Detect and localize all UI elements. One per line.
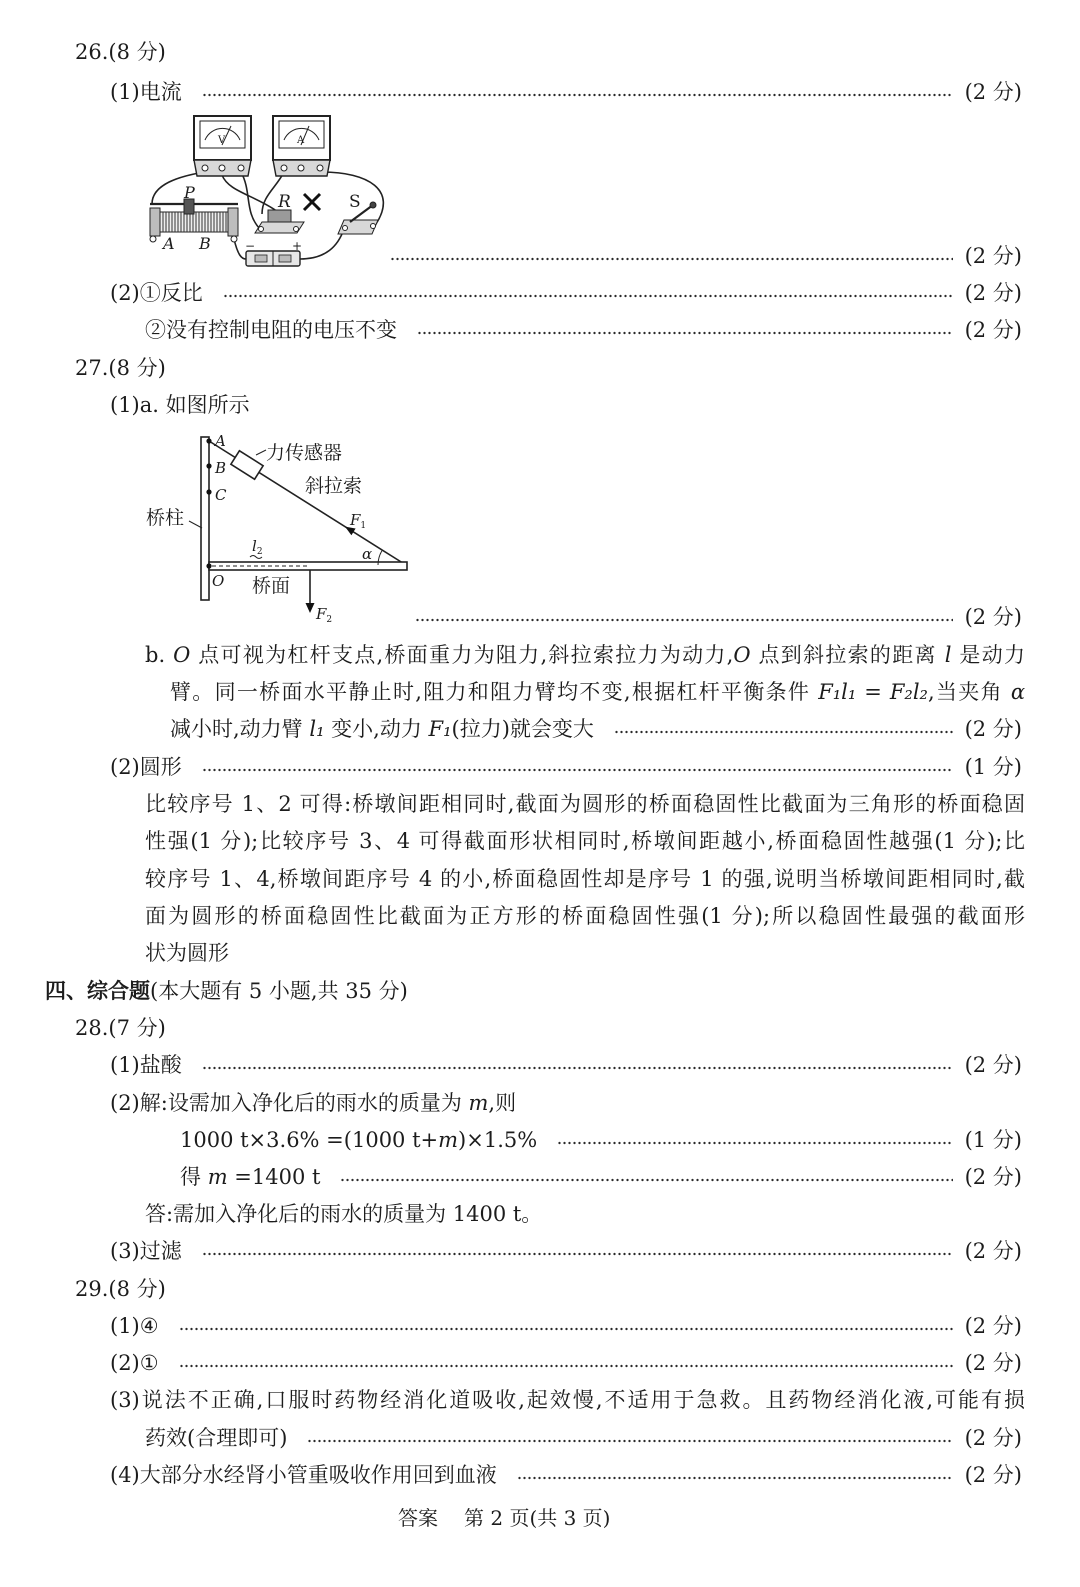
arm-l2-subscript: 2: [256, 547, 263, 557]
text-run: =1400 t: [227, 1165, 321, 1189]
page-footer: [398, 1503, 610, 1533]
pillar-label: 桥柱: [146, 507, 185, 529]
text-run: 减小时,动力臂: [170, 717, 310, 741]
q29-part1-row: [110, 1311, 1022, 1341]
q26-part1-row: [110, 77, 1022, 107]
q29-part4-row: [110, 1460, 1022, 1490]
text-run: )×1.5%: [458, 1128, 538, 1152]
q27-heading: 27.(8 分): [75, 356, 166, 380]
q27-explanation-line: 较序号 1、4,桥墩间距序号 4 的小,桥面稳固性却是序号 1 的强,说明当桥墩间距相同时,截: [145, 867, 1025, 891]
ammeter-label: A: [297, 135, 305, 146]
text-run: (拉力)就会变大: [451, 717, 594, 741]
deck-label: 桥面: [252, 575, 291, 597]
q26-part2-row: [110, 278, 1022, 308]
q28-part3-row: [110, 1236, 1022, 1266]
force-f2-arrowhead: [306, 603, 315, 613]
q26-part1-score: (2 分): [964, 80, 1022, 104]
q27-explanation-line: 面为圆形的桥面稳固性比截面为正方形的桥面稳固性强(1 分);所以稳固性最强的截面形: [145, 904, 1025, 928]
battery-minus-label: −: [245, 239, 256, 253]
q29-part2-score: (2 分): [964, 1351, 1022, 1375]
dot-leader: [307, 1423, 952, 1453]
lever-balance-formula: F₁l₁ = F₂l₂: [818, 680, 928, 704]
force-f2-label: [315, 605, 332, 625]
text-run: 变小,动力: [324, 717, 429, 741]
q28-part2-intro: [110, 1088, 516, 1118]
voltmeter-label: V: [218, 135, 226, 146]
var-m: m: [207, 1165, 228, 1189]
dot-leader: [179, 1348, 953, 1378]
text-run: ,当夹角: [927, 680, 1011, 704]
dot-leader: [557, 1125, 952, 1155]
wrong-wire-cross-mark: [304, 194, 320, 210]
q29-part2-answer: (2)①: [110, 1351, 159, 1375]
dot-leader: [340, 1162, 952, 1192]
q27-part2-score: (1 分): [964, 755, 1022, 779]
battery-plus-label: +: [292, 239, 303, 253]
q29-heading: 29.(8 分): [75, 1277, 166, 1301]
q26-heading: 26.(8 分): [75, 40, 166, 64]
var-l1: l₁: [309, 717, 325, 741]
text-run: 得: [180, 1165, 208, 1189]
dot-leader: [202, 1236, 953, 1266]
dot-leader: [390, 241, 953, 271]
text-run: 点到斜拉索的距离: [750, 643, 945, 667]
q27-part1a-answer: (1)a. 如图所示: [110, 393, 250, 417]
q29-part3-score: (2 分): [964, 1426, 1022, 1450]
q29-part1-score: (2 分): [964, 1314, 1022, 1338]
point-a: [206, 438, 211, 443]
q29-part2-row: [110, 1348, 1022, 1378]
q28-part1-score: (2 分): [964, 1053, 1022, 1077]
resistor-label: R: [278, 192, 291, 212]
angle-alpha-label: α: [362, 545, 373, 563]
force-f1-symbol: F: [350, 511, 361, 529]
q28-equation2-row: [180, 1162, 1022, 1192]
q28-equation1-row: [180, 1125, 1022, 1155]
dot-leader: [517, 1460, 953, 1490]
q28-part1-answer: (1)盐酸: [110, 1053, 182, 1077]
var-alpha: α: [1010, 680, 1025, 704]
dot-leader: [202, 752, 953, 782]
q27-figure-score: (2 分): [964, 605, 1022, 629]
q26-part2b-score: (2 分): [964, 318, 1022, 342]
var-l: l: [944, 643, 952, 667]
force-sensor: [231, 451, 263, 479]
q26-figure-score: (2 分): [964, 244, 1022, 268]
section-note: (本大题有 5 小题,共 35 分): [150, 979, 408, 1003]
force-f1-subscript: 1: [360, 521, 367, 531]
q26-part2b-answer: ②没有控制电阻的电压不变: [145, 318, 397, 342]
q26-part2-score: (2 分): [964, 281, 1022, 305]
rheostat-end-a-label: A: [163, 234, 175, 253]
q28-part1-row: [110, 1050, 1022, 1080]
q26-figure-score-row: [390, 241, 1022, 271]
text-run: b.: [145, 643, 174, 667]
q27-part2-row: [110, 752, 1022, 782]
var-o: O: [173, 643, 191, 667]
text-run: 臂。同一桥面水平静止时,阻力和阻力臂均不变,根据杠杆平衡条件: [170, 680, 819, 704]
voltmeter: [194, 116, 251, 176]
point-b: [206, 463, 211, 468]
arm-l2-label: [252, 537, 263, 557]
q27-part1b-line1: [145, 640, 1025, 670]
q28-heading: 28.(7 分): [75, 1016, 166, 1040]
rheostat-end-b-label: B: [199, 234, 211, 253]
q29-part4-score: (2 分): [964, 1463, 1022, 1487]
text-run: 是动力: [951, 643, 1025, 667]
q26-part1-answer: (1)电流: [110, 80, 182, 104]
var-f1: F₁: [428, 717, 452, 741]
q27-part1b-score: (2 分): [964, 717, 1022, 741]
q28-equation2-score: (2 分): [964, 1165, 1022, 1189]
q27-figure-score-row: [415, 602, 1022, 632]
sensor-leader-line: [256, 450, 266, 455]
cable-bridge-lever-diagram: [140, 425, 415, 625]
text-run: 点可视为杠杆支点,桥面重力为阻力,斜拉索拉力为动力,: [190, 643, 734, 667]
bridge-deck: [209, 562, 407, 570]
point-c: [206, 489, 211, 494]
slider-label: P: [184, 183, 195, 202]
footer-page-number: 第 2 页(共 3 页): [464, 1506, 611, 1530]
point-c-label: C: [215, 486, 227, 504]
pillar-leader-line: [189, 521, 202, 528]
q28-equation2: [180, 1162, 320, 1192]
q29-part3-line1: (3)说法不正确,口服时药物经消化道吸收,起效慢,不适用于急救。且药物经消化液,可能有损: [110, 1388, 1025, 1412]
dot-leader: [202, 1050, 953, 1080]
switch-label: S: [349, 192, 361, 212]
q28-part3-answer: (3)过滤: [110, 1239, 182, 1263]
q29-part1-answer: (1)④: [110, 1314, 159, 1338]
q29-part4-answer: (4)大部分水经肾小管重吸收作用回到血液: [110, 1463, 497, 1487]
q27-explanation-line: 性强(1 分);比较序号 3、4 可得截面形状相同时,桥墩间距越小,桥面稳固性越强(1 分);比: [145, 829, 1025, 853]
var-m: m: [438, 1128, 459, 1152]
point-b-label: B: [215, 459, 227, 477]
sensor-label: 力传感器: [266, 442, 343, 464]
text-run: (2)解:设需加入净化后的雨水的质量为: [110, 1091, 469, 1115]
q27-part1b-line3-row: [170, 714, 1022, 744]
q27-explanation-line: 比较序号 1、2 可得:桥墩间距相同时,截面为圆形的桥面稳固性比截面为三角形的桥面稳固: [145, 792, 1025, 816]
q26-part2-answer: (2)①反比: [110, 281, 203, 305]
point-a-label: A: [215, 432, 226, 450]
force-f1-label: [349, 511, 366, 531]
dot-leader: [415, 602, 953, 632]
q27-part1b-line2: [170, 677, 1025, 707]
force-f2-subscript: 2: [326, 615, 333, 625]
q29-part3-line2: 药效(合理即可): [145, 1426, 288, 1450]
q28-part2-answer: 答:需加入净化后的雨水的质量为 1400 t。: [145, 1202, 543, 1226]
q29-part3-line2-row: [145, 1423, 1022, 1453]
section-heading: [45, 976, 408, 1006]
footer-doc-label: 答案: [398, 1506, 438, 1530]
dot-leader: [614, 714, 953, 744]
text-run: ,则: [488, 1091, 517, 1115]
bridge-pillar: [201, 437, 209, 600]
text-run: 1000 t×3.6% =(1000 t+: [180, 1128, 439, 1152]
cable-label: 斜拉索: [305, 475, 363, 497]
q28-equation1-score: (1 分): [964, 1128, 1022, 1152]
pivot-o-label: O: [212, 572, 225, 590]
q27-part2-answer: (2)圆形: [110, 755, 182, 779]
var-m: m: [468, 1091, 489, 1115]
circuit-diagram: [140, 105, 400, 275]
dot-leader: [223, 278, 953, 308]
battery: [246, 251, 300, 266]
dot-leader: [202, 77, 953, 107]
var-o: O: [733, 643, 751, 667]
arm-l2-symbol: l: [252, 537, 257, 555]
pivot-point-o: [206, 563, 211, 568]
q28-part3-score: (2 分): [964, 1239, 1022, 1263]
q27-explanation-line: 状为圆形: [145, 941, 229, 965]
force-f2-symbol: F: [316, 605, 327, 623]
q27-part1b-line3: [170, 714, 594, 744]
q26-part2b-row: [145, 315, 1022, 345]
ammeter: [273, 116, 330, 176]
dot-leader: [417, 315, 953, 345]
q28-equation1: [180, 1125, 537, 1155]
section-title: 四、综合题: [45, 978, 150, 1003]
dot-leader: [179, 1311, 953, 1341]
